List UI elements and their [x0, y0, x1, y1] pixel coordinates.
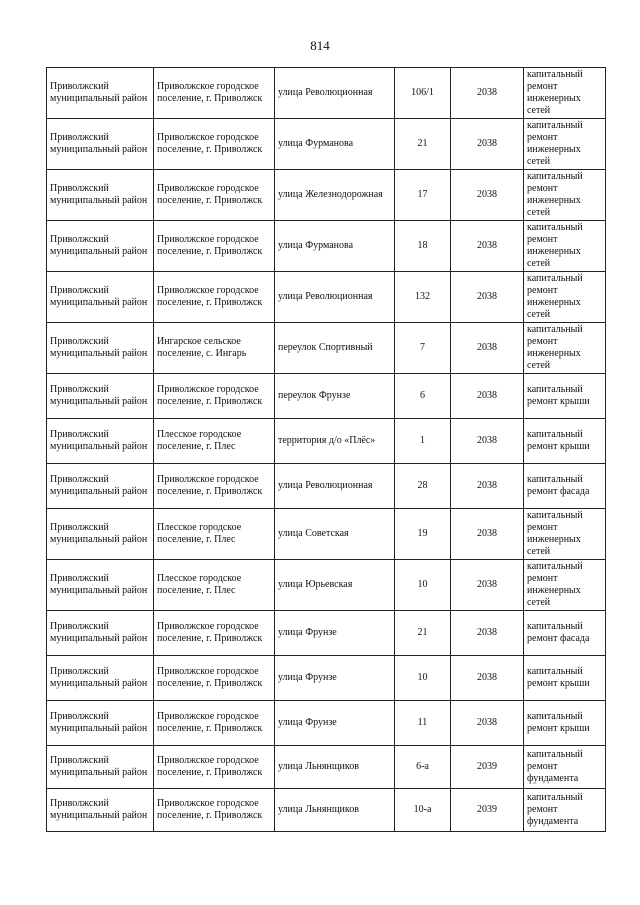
year-cell: 2038: [451, 119, 524, 170]
year-cell: 2039: [451, 789, 524, 832]
district-cell: Приволжский муниципальный район: [47, 611, 154, 656]
year-cell: 2038: [451, 323, 524, 374]
settlement-cell: Приволжское городское поселение, г. Приволжск: [154, 611, 275, 656]
house-number-cell: 7: [395, 323, 451, 374]
house-number-cell: 6: [395, 374, 451, 419]
year-cell: 2038: [451, 656, 524, 701]
work-type-cell: капитальный ремонт фасада: [524, 464, 606, 509]
settlement-cell: Ингарское сельское поселение, с. Ингарь: [154, 323, 275, 374]
district-cell: Приволжский муниципальный район: [47, 464, 154, 509]
settlement-cell: Приволжское городское поселение, г. Приволжск: [154, 701, 275, 746]
work-type-cell: капитальный ремонт фасада: [524, 611, 606, 656]
table-row: [47, 323, 606, 374]
district-cell: Приволжский муниципальный район: [47, 68, 154, 119]
settlement-cell: Плесское городское поселение, г. Плес: [154, 560, 275, 611]
work-type-cell: капитальный ремонт инженерных сетей: [524, 119, 606, 170]
year-cell: 2038: [451, 374, 524, 419]
table-row: [47, 221, 606, 272]
settlement-cell: Приволжское городское поселение, г. Приволжск: [154, 221, 275, 272]
year-cell: 2038: [451, 611, 524, 656]
district-cell: Приволжский муниципальный район: [47, 323, 154, 374]
district-cell: Приволжский муниципальный район: [47, 509, 154, 560]
district-cell: Приволжский муниципальный район: [47, 272, 154, 323]
house-number-cell: 21: [395, 611, 451, 656]
district-cell: Приволжский муниципальный район: [47, 560, 154, 611]
house-number-cell: 11: [395, 701, 451, 746]
settlement-cell: Приволжское городское поселение, г. Приволжск: [154, 119, 275, 170]
year-cell: 2038: [451, 272, 524, 323]
work-type-cell: капитальный ремонт инженерных сетей: [524, 272, 606, 323]
year-cell: 2039: [451, 746, 524, 789]
page-number: 814: [310, 38, 330, 53]
street-cell: улица Революционная: [275, 464, 395, 509]
street-cell: переулок Фрунзе: [275, 374, 395, 419]
table-row: [47, 560, 606, 611]
year-cell: 2038: [451, 509, 524, 560]
work-type-cell: капитальный ремонт крыши: [524, 374, 606, 419]
settlement-cell: Приволжское городское поселение, г. Приволжск: [154, 656, 275, 701]
year-cell: 2038: [451, 68, 524, 119]
house-number-cell: 18: [395, 221, 451, 272]
street-cell: улица Фурманова: [275, 221, 395, 272]
table-row: [47, 419, 606, 464]
table-row: [47, 170, 606, 221]
table-row: [47, 68, 606, 119]
settlement-cell: Приволжское городское поселение, г. Приволжск: [154, 272, 275, 323]
work-type-cell: капитальный ремонт инженерных сетей: [524, 68, 606, 119]
work-type-cell: капитальный ремонт инженерных сетей: [524, 560, 606, 611]
street-cell: улица Льнянщиков: [275, 789, 395, 832]
table-row: [47, 272, 606, 323]
settlement-cell: Плесское городское поселение, г. Плес: [154, 419, 275, 464]
street-cell: улица Юрьевская: [275, 560, 395, 611]
work-type-cell: капитальный ремонт фундамента: [524, 789, 606, 832]
table-row: [47, 611, 606, 656]
year-cell: 2038: [451, 170, 524, 221]
table-row: [47, 746, 606, 789]
settlement-cell: Плесское городское поселение, г. Плес: [154, 509, 275, 560]
house-number-cell: 1: [395, 419, 451, 464]
street-cell: улица Фурманова: [275, 119, 395, 170]
settlement-cell: Приволжское городское поселение, г. Приволжск: [154, 170, 275, 221]
settlement-cell: Приволжское городское поселение, г. Приволжск: [154, 374, 275, 419]
work-type-cell: капитальный ремонт инженерных сетей: [524, 221, 606, 272]
year-cell: 2038: [451, 419, 524, 464]
street-cell: улица Фрунзе: [275, 656, 395, 701]
table-row: [47, 789, 606, 832]
work-type-cell: капитальный ремонт крыши: [524, 419, 606, 464]
house-number-cell: 6-а: [395, 746, 451, 789]
settlement-cell: Приволжское городское поселение, г. Приволжск: [154, 464, 275, 509]
house-number-cell: 10: [395, 656, 451, 701]
house-number-cell: 132: [395, 272, 451, 323]
house-number-cell: 106/1: [395, 68, 451, 119]
street-cell: территория д/о «Плёс»: [275, 419, 395, 464]
housing-repair-table: [46, 67, 606, 832]
work-type-cell: капитальный ремонт инженерных сетей: [524, 509, 606, 560]
street-cell: переулок Спортивный: [275, 323, 395, 374]
settlement-cell: Приволжское городское поселение, г. Приволжск: [154, 746, 275, 789]
year-cell: 2038: [451, 701, 524, 746]
work-type-cell: капитальный ремонт крыши: [524, 701, 606, 746]
settlement-cell: Приволжское городское поселение, г. Приволжск: [154, 789, 275, 832]
settlement-cell: Приволжское городское поселение, г. Приволжск: [154, 68, 275, 119]
table-row: [47, 119, 606, 170]
street-cell: улица Революционная: [275, 68, 395, 119]
house-number-cell: 19: [395, 509, 451, 560]
house-number-cell: 10: [395, 560, 451, 611]
work-type-cell: капитальный ремонт фундамента: [524, 746, 606, 789]
table-row: [47, 701, 606, 746]
year-cell: 2038: [451, 221, 524, 272]
house-number-cell: 28: [395, 464, 451, 509]
table-row: [47, 509, 606, 560]
street-cell: улица Фрунзе: [275, 701, 395, 746]
district-cell: Приволжский муниципальный район: [47, 170, 154, 221]
street-cell: улица Фрунзе: [275, 611, 395, 656]
district-cell: Приволжский муниципальный район: [47, 789, 154, 832]
house-number-cell: 21: [395, 119, 451, 170]
work-type-cell: капитальный ремонт инженерных сетей: [524, 170, 606, 221]
table-row: [47, 656, 606, 701]
table-row: [47, 464, 606, 509]
street-cell: улица Советская: [275, 509, 395, 560]
district-cell: Приволжский муниципальный район: [47, 119, 154, 170]
district-cell: Приволжский муниципальный район: [47, 374, 154, 419]
district-cell: Приволжский муниципальный район: [47, 221, 154, 272]
district-cell: Приволжский муниципальный район: [47, 746, 154, 789]
street-cell: улица Льнянщиков: [275, 746, 395, 789]
street-cell: улица Революционная: [275, 272, 395, 323]
house-number-cell: 17: [395, 170, 451, 221]
year-cell: 2038: [451, 560, 524, 611]
table-row: [47, 374, 606, 419]
district-cell: Приволжский муниципальный район: [47, 656, 154, 701]
house-number-cell: 10-а: [395, 789, 451, 832]
district-cell: Приволжский муниципальный район: [47, 701, 154, 746]
work-type-cell: капитальный ремонт инженерных сетей: [524, 323, 606, 374]
street-cell: улица Железнодорожная: [275, 170, 395, 221]
district-cell: Приволжский муниципальный район: [47, 419, 154, 464]
work-type-cell: капитальный ремонт крыши: [524, 656, 606, 701]
year-cell: 2038: [451, 464, 524, 509]
